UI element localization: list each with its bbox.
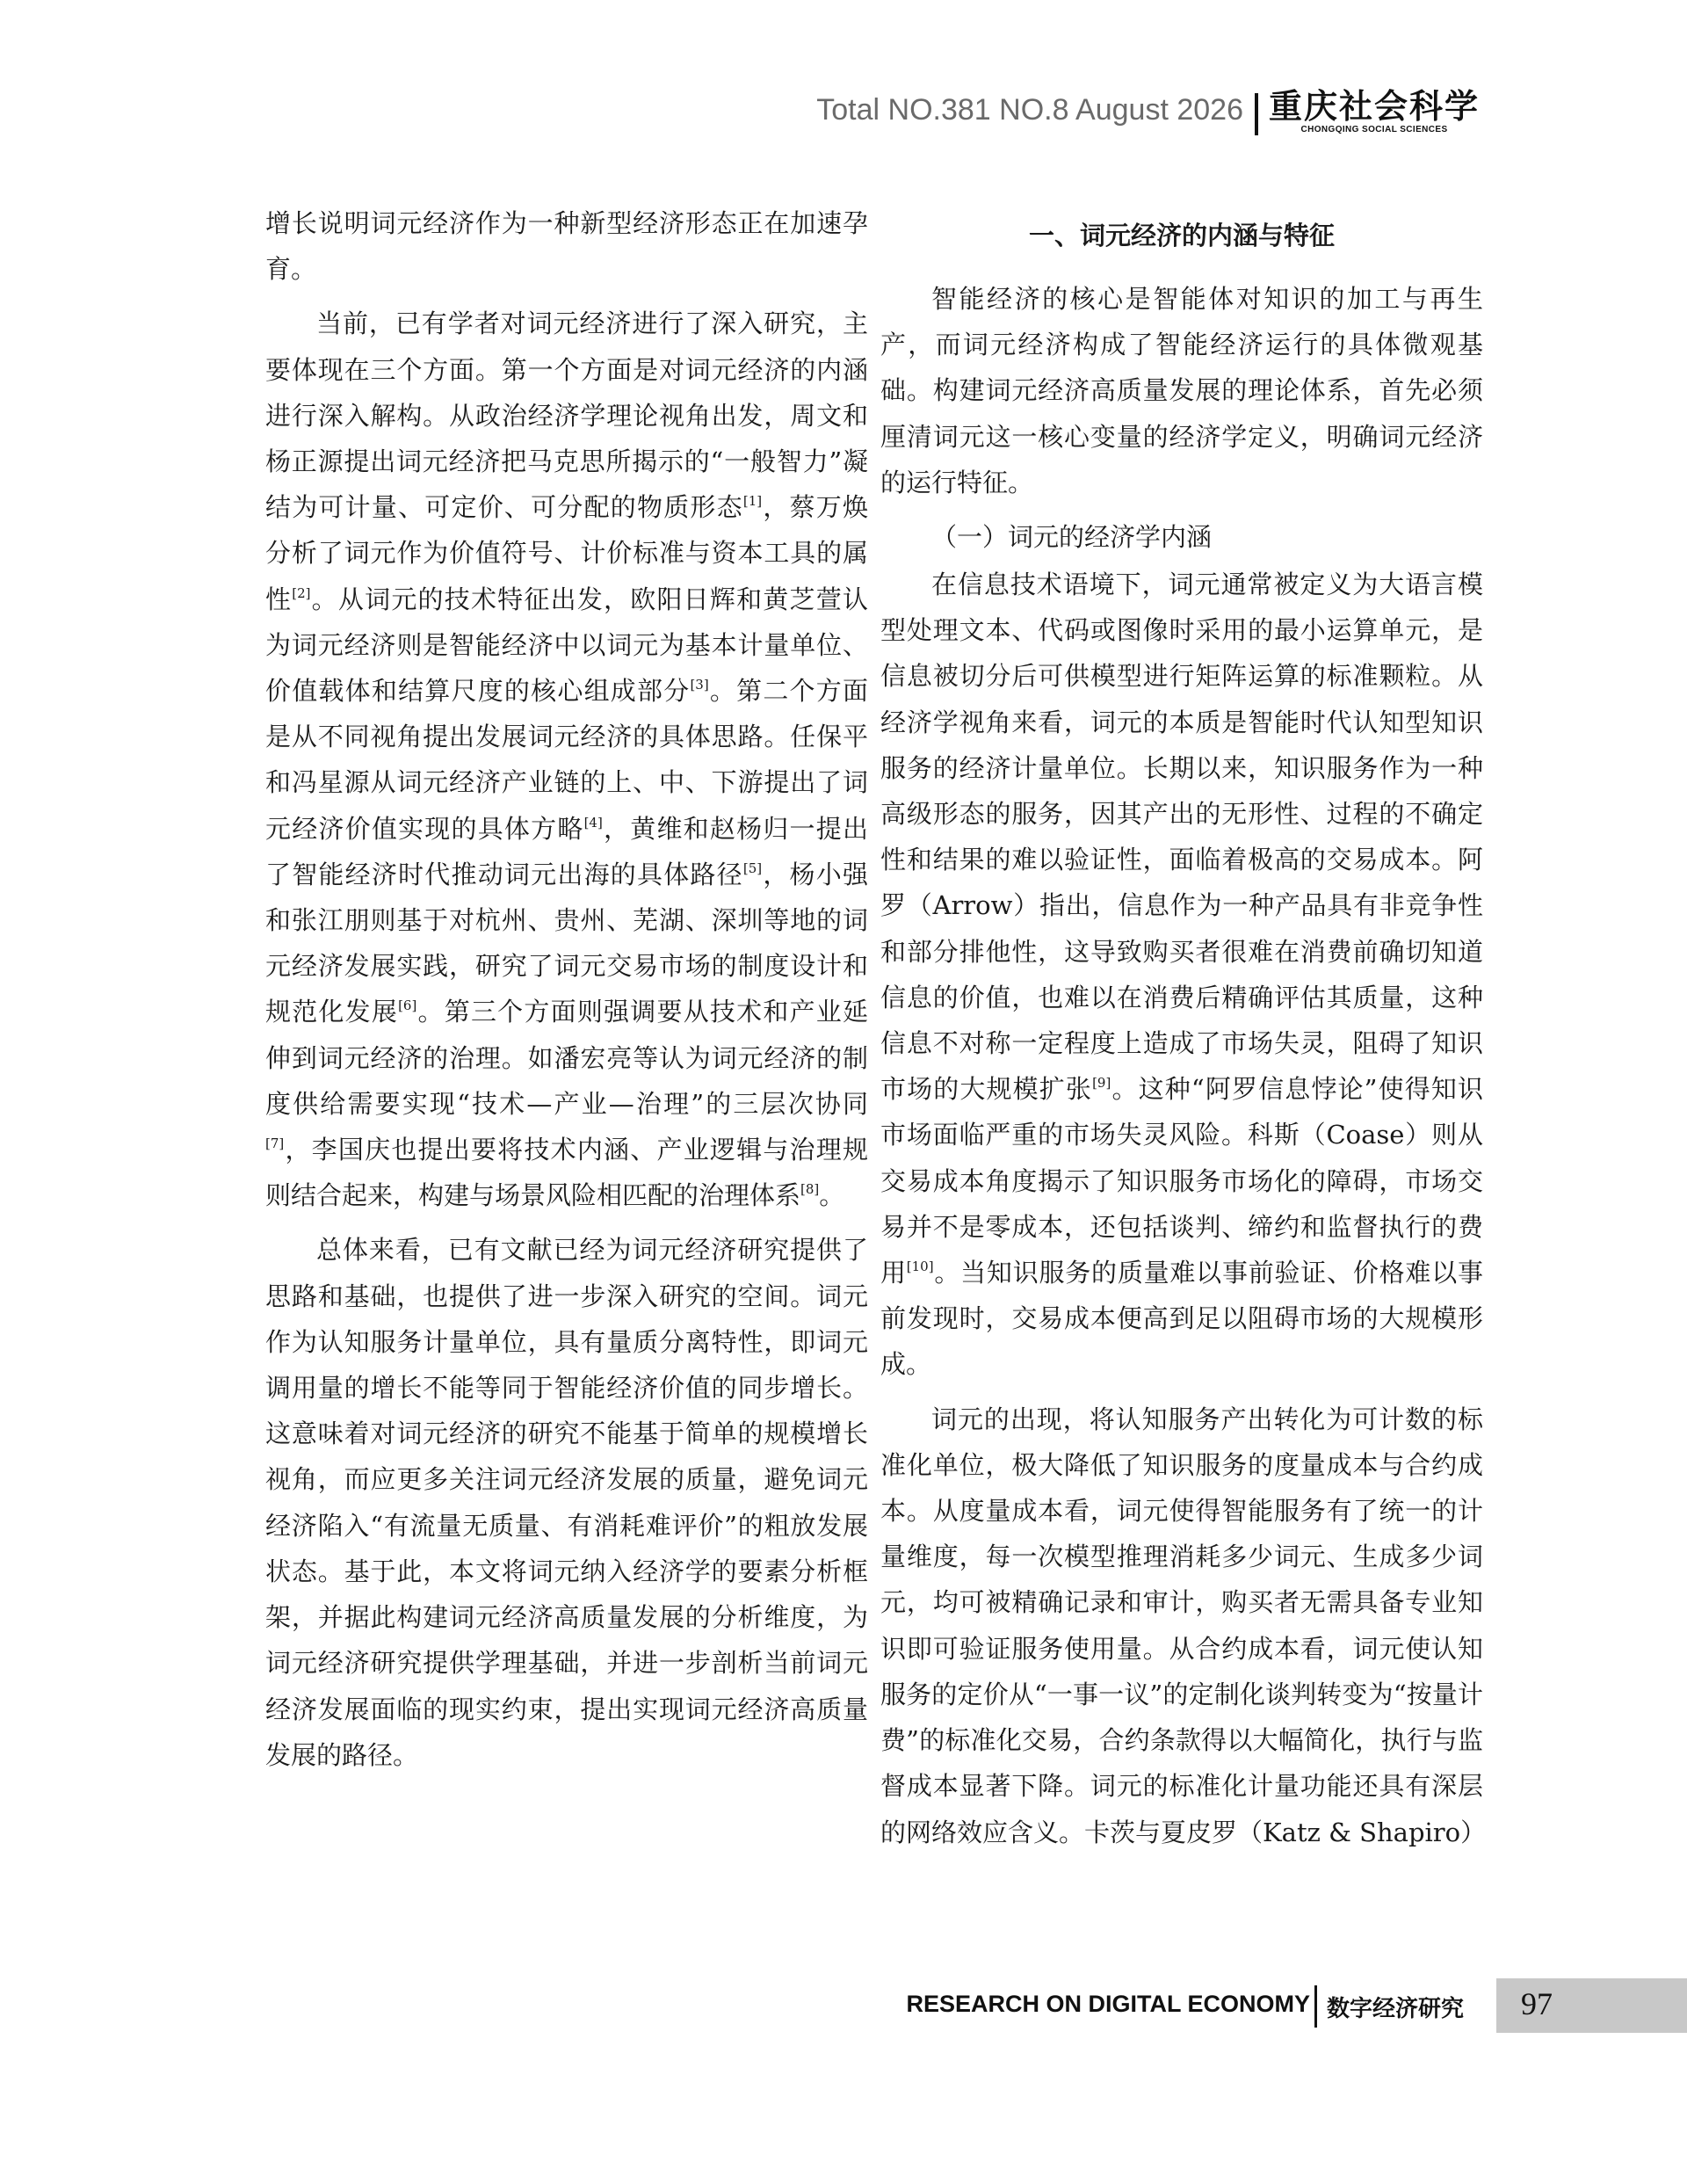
citation-ref: [6] (398, 998, 417, 1014)
paragraph: 在信息技术语境下，词元通常被定义为大语言模型处理文本、代码或图像时采用的最小运算单元，是信息被切分后可供模型进行矩阵运算的标准颗粒。从经济学视角来看，词元的本质是智能时代认知型知识服务的经济计量单位。长期以来，知识服务作为一种高级形态的服务，因其产出的无形性、过程的不确定性和结果的难以验证性，面临着极高的交易成本。阿罗（Arrow）指出，信息作为一种产品具有非竞争性和部分排他性，这导致购买者很难在消费前确切知道信息的价值，也难以在消费后精确评估其质量，这种信息不对称一定程度上造成了市场失灵，阻碍了知识市场的大规模扩张[9]。这种“阿罗信息悖论”使得知识市场面临严重的市场失灵风险。科斯（Coase）则从交易成本角度揭示了知识服务市场化的障碍，市场交易并不是零成本，还包括谈判、缔约和监督执行的费用[10]。当知识服务的质量难以事前验证、价格难以事前发现时，交易成本便高到足以阻碍市场的大规模形成。 (880, 570, 1483, 1380)
paragraph: 当前，已有学者对词元经济进行了深入研究，主要体现在三个方面。第一个方面是对词元经济的内涵进行深入解构。从政治经济学理论视角出发，周文和杨正源提出词元经济把马克思所揭示的“一般智力”凝结为可计量、可定价、可分配的物质形态[1]，蔡万焕分析了词元作为价值符号、计价标准与资本工具的属性[2]。从词元的技术特征出发，欧阳日辉和黄芝萱认为词元经济则是智能经济中以词元为基本计量单位、价值载体和结算尺度的核心组成部分[3]。第二个方面是从不同视角提出发展词元经济的具体思路。任保平和冯星源从词元经济产业链的上、中、下游提出了词元经济价值实现的具体方略[4]，黄维和赵杨归一提出了智能经济时代推动词元出海的具体路径[5]，杨小强和张江朋则基于对杭州、贵州、芜湖、深圳等地的词元经济发展实践，研究了词元交易市场的制度设计和规范化发展[6]。第三个方面则强调要从技术和产业延伸到词元经济的治理。如潘宏亮等认为词元经济的制度供给需要实现“技术—产业—治理”的三层次协同[7]，李国庆也提出要将技术内涵、产业逻辑与治理规则结合起来，构建与场景风险相匹配的治理体系[8]。 (265, 308, 868, 1211)
citation-ref: [8] (800, 1181, 820, 1198)
journal-name-cn: 重庆社会科学 (1268, 87, 1480, 126)
citation-ref: [3] (690, 677, 709, 693)
citation-ref: [10] (906, 1259, 934, 1275)
citation-ref: [2] (292, 584, 311, 601)
page-header (0, 88, 1485, 149)
journal-name-en: CHONGQING SOCIAL SCIENCES (1300, 125, 1448, 134)
paragraph: 词元的出现，将认知服务产出转化为可计数的标准化单位，极大降低了知识服务的度量成本与合约成本。从度量成本看，词元使得智能服务有了统一的计量维度，每一次模型推理消耗多少词元、生成多少词元，均可被精确记录和审计，购买者无需具备专业知识即可验证服务使用量。从合约成本看，词元使认知服务的定价从“一事一议”的定制化谈判转变为“按量计费”的标准化交易，合约条款得以大幅简化，执行与监督成本显著下降。词元的标准化计量功能还具有深层的网络效应含义。卡茨与夏皮罗（Katz & Shapiro） (880, 1404, 1487, 1847)
citation-ref: [7] (265, 1136, 285, 1152)
citation-ref: [4] (583, 814, 603, 831)
paragraph: 智能经济的核心是智能体对知识的加工与再生产，而词元经济构成了智能经济运行的具体微观基础。构建词元经济高质量发展的理论体系，首先必须厘清词元这一核心变量的经济学定义，明确词元经济的运行特征。 (880, 284, 1483, 497)
citation-ref: [1] (742, 493, 763, 510)
section-heading: 一、词元经济的内涵与特征 (1028, 221, 1335, 250)
page-footer (0, 1978, 1687, 2033)
citation-ref: [5] (742, 860, 763, 876)
footer-divider (1314, 1985, 1317, 2028)
paragraph: 总体来看，已有文献已经为词元经济研究提供了思路和基础，也提供了进一步深入研究的空间。词元作为认知服务计量单位，具有量质分离特性，即词元调用量的增长不能等同于智能经济价值的同步增长。这意味着对词元经济的研究不能基于简单的规模增长视角，而应更多关注词元经济发展的质量，避免词元经济陷入“有流量无质量、有消耗难评价”的粗放发展状态。基于此，本文将词元纳入经济学的要素分析框架，并据此构建词元经济高质量发展的分析维度，为词元经济研究提供学理基础，并进一步剖析当前词元经济发展面临的现实约束，提出实现词元经济高质量发展的路径。 (265, 1235, 868, 1770)
journal-logo (1263, 88, 1485, 135)
footer-journal-cn: 数字经济研究 (1327, 1996, 1465, 2022)
right-column (880, 200, 1487, 1864)
issue-info: Total NO.381 NO.8 August 2026 (816, 93, 1243, 127)
header-divider (1255, 93, 1258, 135)
left-column (265, 200, 868, 1787)
citation-ref: [9] (1092, 1075, 1111, 1092)
footer-journal-en: RESEARCH ON DIGITAL ECONOMY (906, 1991, 1310, 2017)
subsection-heading: （一）词元的经济学内涵 (931, 522, 1213, 553)
page-number: 97 (1521, 1986, 1553, 2021)
paragraph: 增长说明词元经济作为一种新型经济形态正在加速孕育。 (265, 208, 868, 285)
page-number-box (1496, 1978, 1687, 2033)
